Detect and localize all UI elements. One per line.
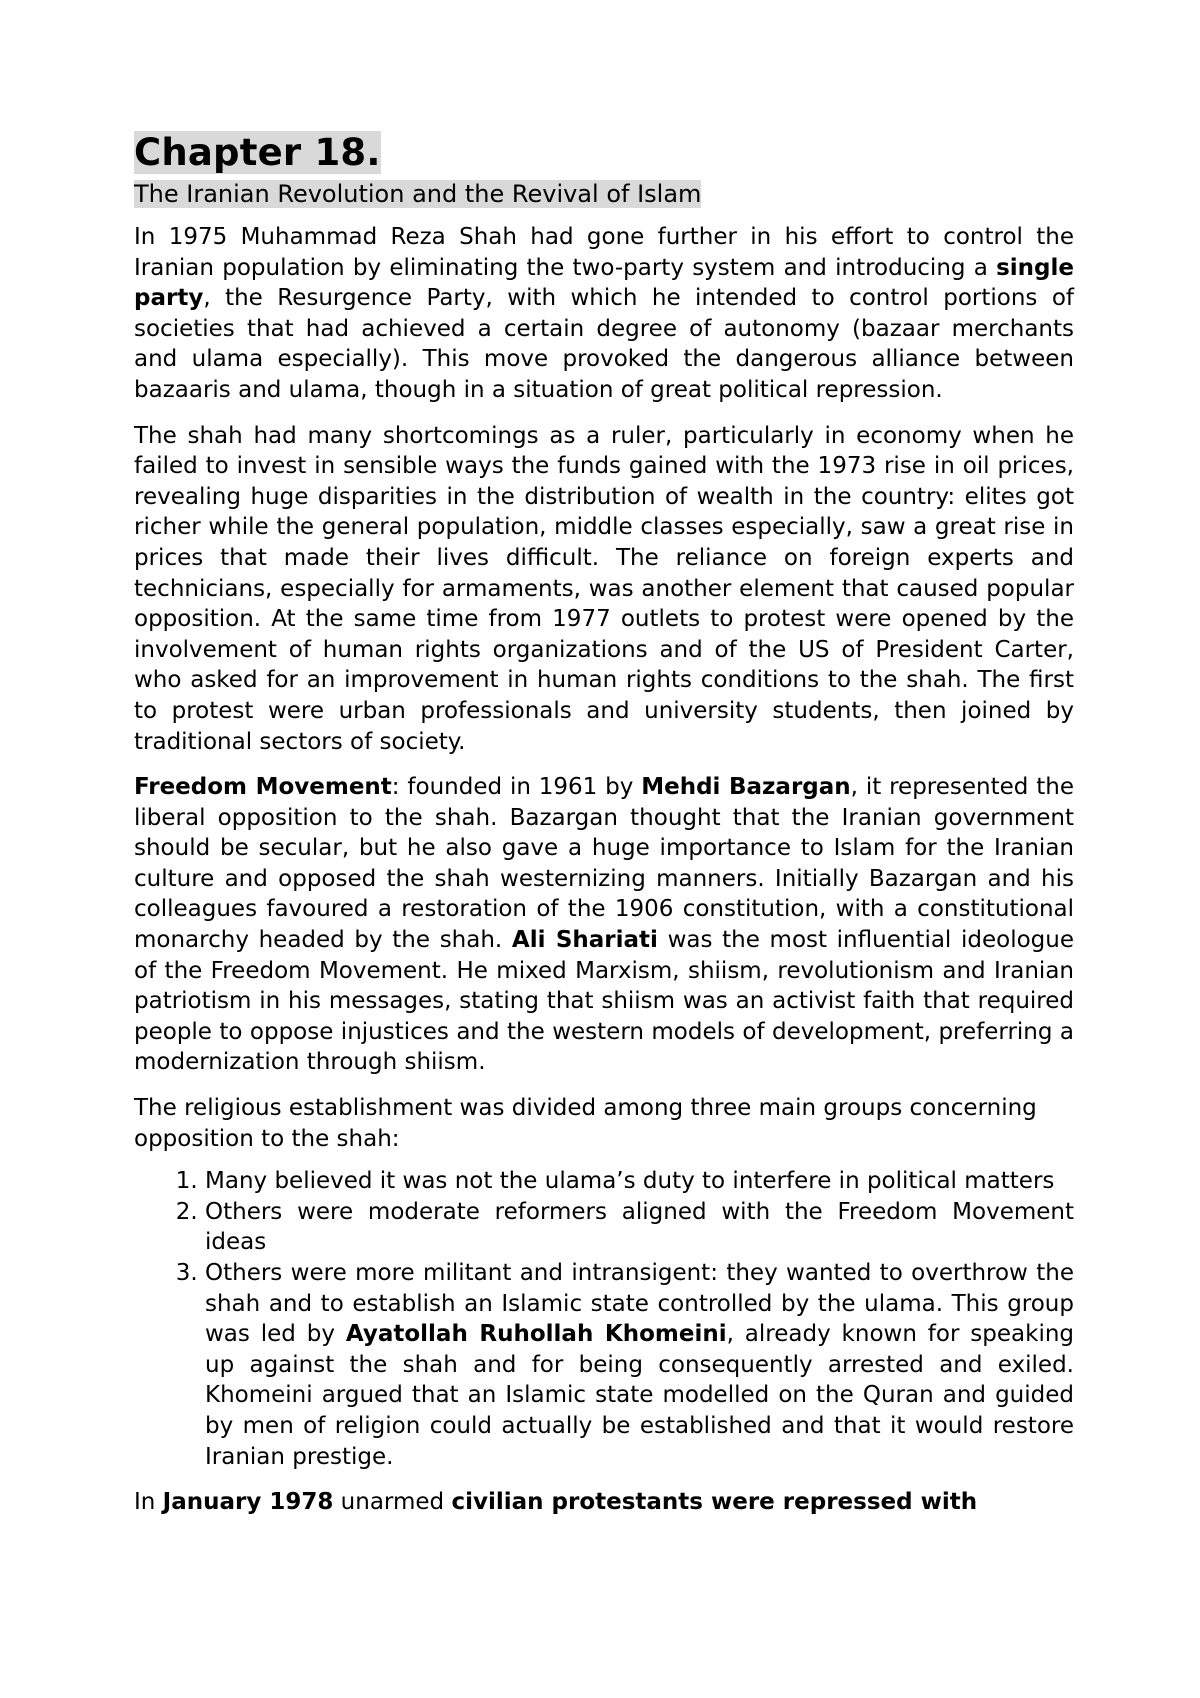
paragraph-freedom-movement: Freedom Movement: founded in 1961 by Mehdi Bazargan, it represented the liberal opposition to the shah. Bazargan thought that the Iranian government should be secular, but he also gave a huge importance to Islam for the Iranian culture and opposed the shah westernizing manners. Initially Bazargan and his colleagues favoured a restoration of the 1906 constitution, with a constitutional monarchy headed by the shah. Ali Shariati was the most influential ideologue of the Freedom Movement. He mixed Marxism, shiism, revolutionism and Iranian patriotism in his messages, stating that shiism was an activist faith that required people to oppose injustices and the western models of development, preferring a modernization through shiism. bbox=[134, 774, 1074, 1076]
chapter-subtitle: The Iranian Revolution and the Revival of Islam bbox=[134, 180, 702, 208]
paragraph-resurgence-party: In 1975 Muhammad Reza Shah had gone further in his effort to control the Iranian population by eliminating the two-party system and introducing a single party, the Resurgence Party, with which he intended to control portions of societies that had achieved a certain degree of autonomy (bazaar merchants and ulama especially). This move provoked the dangerous alliance between bazaaris and ulama, though in a situation of great political repression. bbox=[134, 224, 1074, 403]
religious-groups-list bbox=[134, 1166, 1074, 1472]
document-page bbox=[134, 130, 1074, 1518]
paragraph-shah-shortcomings: The shah had many shortcomings as a ruler, particularly in economy when he failed to invest in sensible ways the funds gained with the 1973 rise in oil prices, revealing huge disparities in the distribution of wealth in the country: elites got richer while the general population, middle classes especially, saw a great rise in prices that made their lives difficult. The reliance on foreign experts and technicians, especially for armaments, was another element that caused popular opposition. At the same time from 1977 outlets to protest were opened by the involvement of human rights organizations and of the US of President Carter, who asked for an improvement in human rights conditions to the shah. The first to protest were urban professionals and university students, then joined by traditional sectors of society. bbox=[134, 422, 1074, 755]
paragraph-january-1978: In January 1978 unarmed civilian protestants were repressed with bbox=[134, 1489, 978, 1516]
paragraph-religious-establishment: The religious establishment was divided among three main groups concerning opposition to the shah: bbox=[134, 1095, 1037, 1152]
list-item: 2. Others were moderate reformers aligned with the Freedom Movement ideas bbox=[205, 1197, 1074, 1258]
chapter-title: Chapter 18. bbox=[134, 131, 381, 174]
list-item: 3. Others were more militant and intransigent: they wanted to overthrow the shah and to establish an Islamic state controlled by the ulama. This group was led by Ayatollah Ruhollah Khomeini, already known for speaking up against the shah and for being consequently arrested and exiled. Khomeini argued that an Islamic state modelled on the Quran and guided by men of religion could actually be established and that it would restore Iranian prestige. bbox=[205, 1258, 1074, 1472]
list-item: 1. Many believed it was not the ulama’s duty to interfere in political matters bbox=[205, 1166, 1074, 1197]
